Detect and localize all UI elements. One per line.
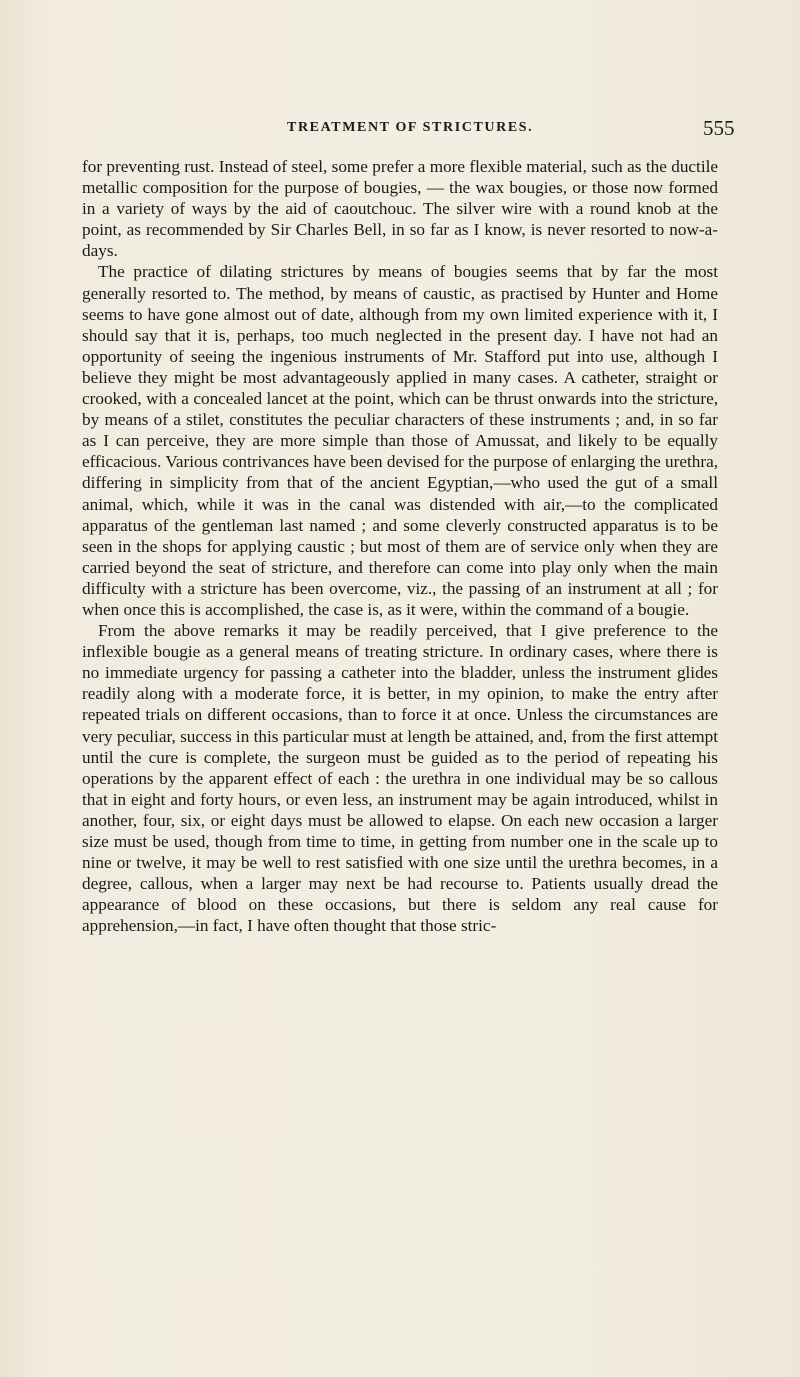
paragraph: The practice of dilating strictures by means of bougies seems that by far the most generally resorted to. The method, by means of caustic, as practised by Hunter and Home seems to have gone almost out of date, although from my own limited experience with it, I should say that it is, perhaps, too much neglected in the present day. I have not had an opportunity of seeing the ingenious instruments of Mr. Stafford put into use, although I believe they might be most advantageously applied in many cases. A catheter, straight or crooked, with a concealed lancet at the point, which can be thrust onwards into the stricture, by means of a stilet, constitutes the peculiar characters of these instruments ; and, in so far as I can perceive, they are more simple than those of Amussat, and likely to be equally efficacious. Various contrivances have been devised for the purpose of enlarging the urethra, differing in simplicity from that of the ancient Egyptian,—who used the gut of a small animal, which, while it was in the canal was distended with air,—to the complicated apparatus of the gentleman last named ; and some cleverly constructed apparatus is to be seen in the shops for applying caustic ; but most of them are of service only when they are carried beyond the seat of stricture, and therefore can come into play only when the main difficulty with a stricture has been overcome, viz., the passing of an instrument at all ; for when once this is accomplished, the case is, as it were, within the command of a bougie. (82, 262, 718, 619)
running-head-title: TREATMENT OF STRICTURES. (287, 120, 534, 135)
paragraph: From the above remarks it may be readily perceived, that I give preference to the inflexible bougie as a general means of treating stricture. In ordinary cases, where there is no immediate urgency for passing a catheter into the bladder, unless the instrument glides readily along with a moderate force, it is better, in my opinion, to make the entry after repeated trials on different occasions, than to force it at once. Unless the circumstances are very peculiar, success in this particular must at length be attained, and, from the first attempt until the cure is complete, the surgeon must be guided as to the period of repeating his operations by the apparent effect of each : the urethra in one individual may be so callous that in eight and forty hours, or even less, an instrument may be again introduced, whilst in another, four, six, or eight days must be allowed to elapse. On each new occasion a larger size must be used, though from time to time, in getting from number one in the scale up to nine or twelve, it may be well to rest satisfied with one size until the urethra becomes, in a degree, callous, when a larger may next be had recourse to. Patients usually dread the appearance of blood on these occasions, but there is seldom any real cause for apprehension,—in fact, I have often thought that those stric- (82, 621, 719, 936)
body-text (82, 156, 718, 936)
running-head (0, 116, 800, 144)
paragraph-continuation: for preventing rust. Instead of steel, some prefer a more flexible material, such as the ductile metallic composition for the purpose of bougies, — the wax bougies, or those now formed in a variety of ways by the aid of caoutchouc. The silver wire with a round knob at the point, as recommended by Sir Charles Bell, in so far as I know, is never resorted to now-a-days. (82, 157, 718, 261)
page-number: 555 (703, 116, 735, 140)
